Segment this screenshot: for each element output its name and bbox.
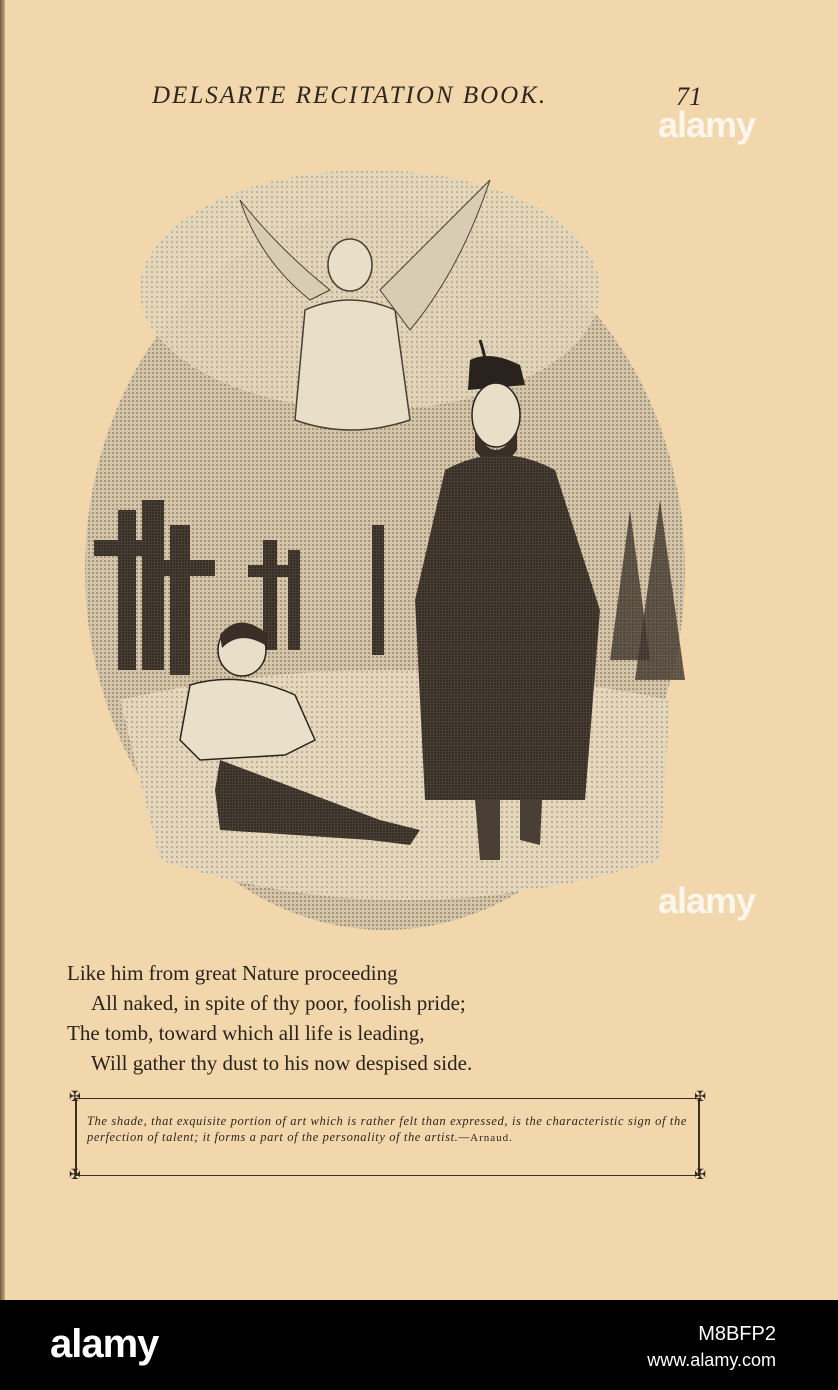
footer-image-id: M8BFP2 xyxy=(698,1323,776,1345)
running-header-title: DELSARTE RECITATION BOOK. xyxy=(152,82,548,109)
footer-site-url: www.alamy.com xyxy=(647,1350,776,1370)
quotation-box xyxy=(69,1090,706,1183)
quote-author: Arnaud. xyxy=(470,1132,513,1144)
poem-line: Like him from great Nature proceeding xyxy=(67,961,398,985)
quotation-text xyxy=(87,1113,687,1146)
engraving-illustration xyxy=(80,140,700,940)
page-edge xyxy=(0,0,5,1300)
watermark-logo: alamy xyxy=(658,104,756,145)
page-number: 71 xyxy=(676,82,702,111)
stock-footer-bar xyxy=(0,1300,838,1390)
cross-ornament-icon: ✠ xyxy=(69,1090,81,1105)
poem-stanza xyxy=(67,958,687,1078)
quote-body: The shade, that exquisite portion of art which is rather felt than expressed, is the characteristic sign of the perfection of talent; it forms a part of the personality of the artist.— xyxy=(87,1114,687,1144)
poem-line: All naked, in spite of thy poor, foolish pride; xyxy=(91,991,466,1015)
footer-logo: alamy xyxy=(50,1322,159,1366)
cross-ornament-icon: ✠ xyxy=(694,1090,706,1105)
cross-ornament-icon: ✠ xyxy=(69,1168,81,1183)
poem-line: Will gather thy dust to his now despised side. xyxy=(91,1051,473,1075)
cross-ornament-icon: ✠ xyxy=(694,1168,706,1183)
poem-line: The tomb, toward which all life is leading, xyxy=(67,1021,425,1045)
watermark-logo: alamy xyxy=(658,880,756,921)
